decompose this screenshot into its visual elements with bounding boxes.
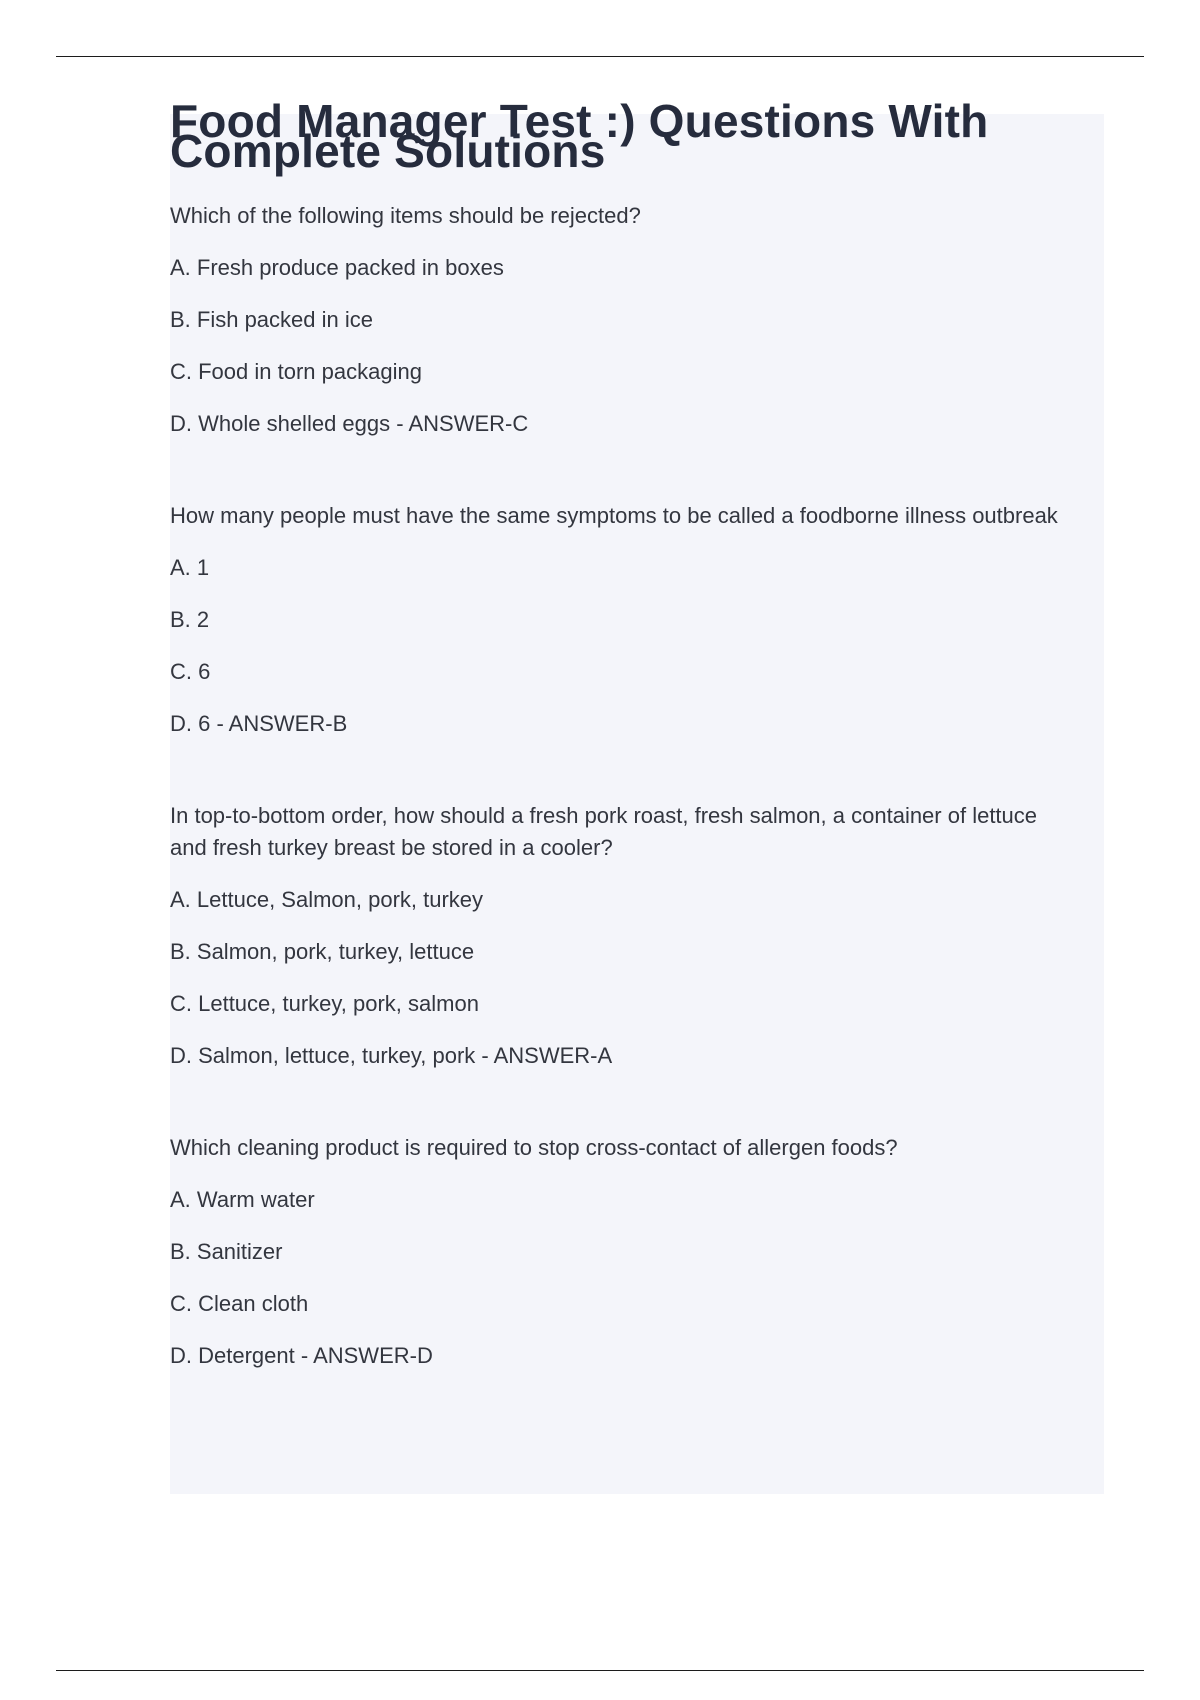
question-1 (170, 200, 1070, 440)
answer-option-d: D. Whole shelled eggs - ANSWER-C (170, 411, 529, 436)
answer-option-b: B. Fish packed in ice (170, 307, 373, 332)
question-2 (170, 500, 1070, 740)
question-text: How many people must have the same symptoms to be called a foodborne illness outbreak (170, 503, 1058, 528)
answer-option-d: D. 6 - ANSWER-B (170, 711, 348, 736)
answer-option-a: A. Warm water (170, 1187, 315, 1212)
answer-option-c: C. Food in torn packaging (170, 359, 422, 384)
answer-option-a: A. Lettuce, Salmon, pork, turkey (170, 887, 484, 912)
answer-option-b: B. 2 (170, 607, 210, 632)
question-text: Which of the following items should be rejected? (170, 203, 641, 228)
answer-option-c: C. Clean cloth (170, 1291, 309, 1316)
top-rule (56, 56, 1144, 57)
answer-option-b: B. Sanitizer (170, 1239, 283, 1264)
answer-option-d: D. Detergent - ANSWER-D (170, 1343, 433, 1368)
answer-option-a: A. 1 (170, 555, 210, 580)
document-body (170, 96, 1070, 1432)
question-4 (170, 1132, 1070, 1372)
question-text: In top-to-bottom order, how should a fresh pork roast, fresh salmon, a container of lettuce and fresh turkey breast be stored in a cooler? (170, 803, 1038, 860)
answer-option-a: A. Fresh produce packed in boxes (170, 255, 504, 280)
question-text: Which cleaning product is required to stop cross-contact of allergen foods? (170, 1135, 898, 1160)
answer-option-c: C. 6 (170, 659, 211, 684)
answer-option-b: B. Salmon, pork, turkey, lettuce (170, 939, 475, 964)
document-title: Food Manager Test :) Questions With Complete Solutions (170, 95, 989, 177)
answer-option-d: D. Salmon, lettuce, turkey, pork - ANSWER-A (170, 1043, 613, 1068)
bottom-rule (56, 1670, 1144, 1671)
question-3 (170, 800, 1070, 1072)
answer-option-c: C. Lettuce, turkey, pork, salmon (170, 991, 479, 1016)
